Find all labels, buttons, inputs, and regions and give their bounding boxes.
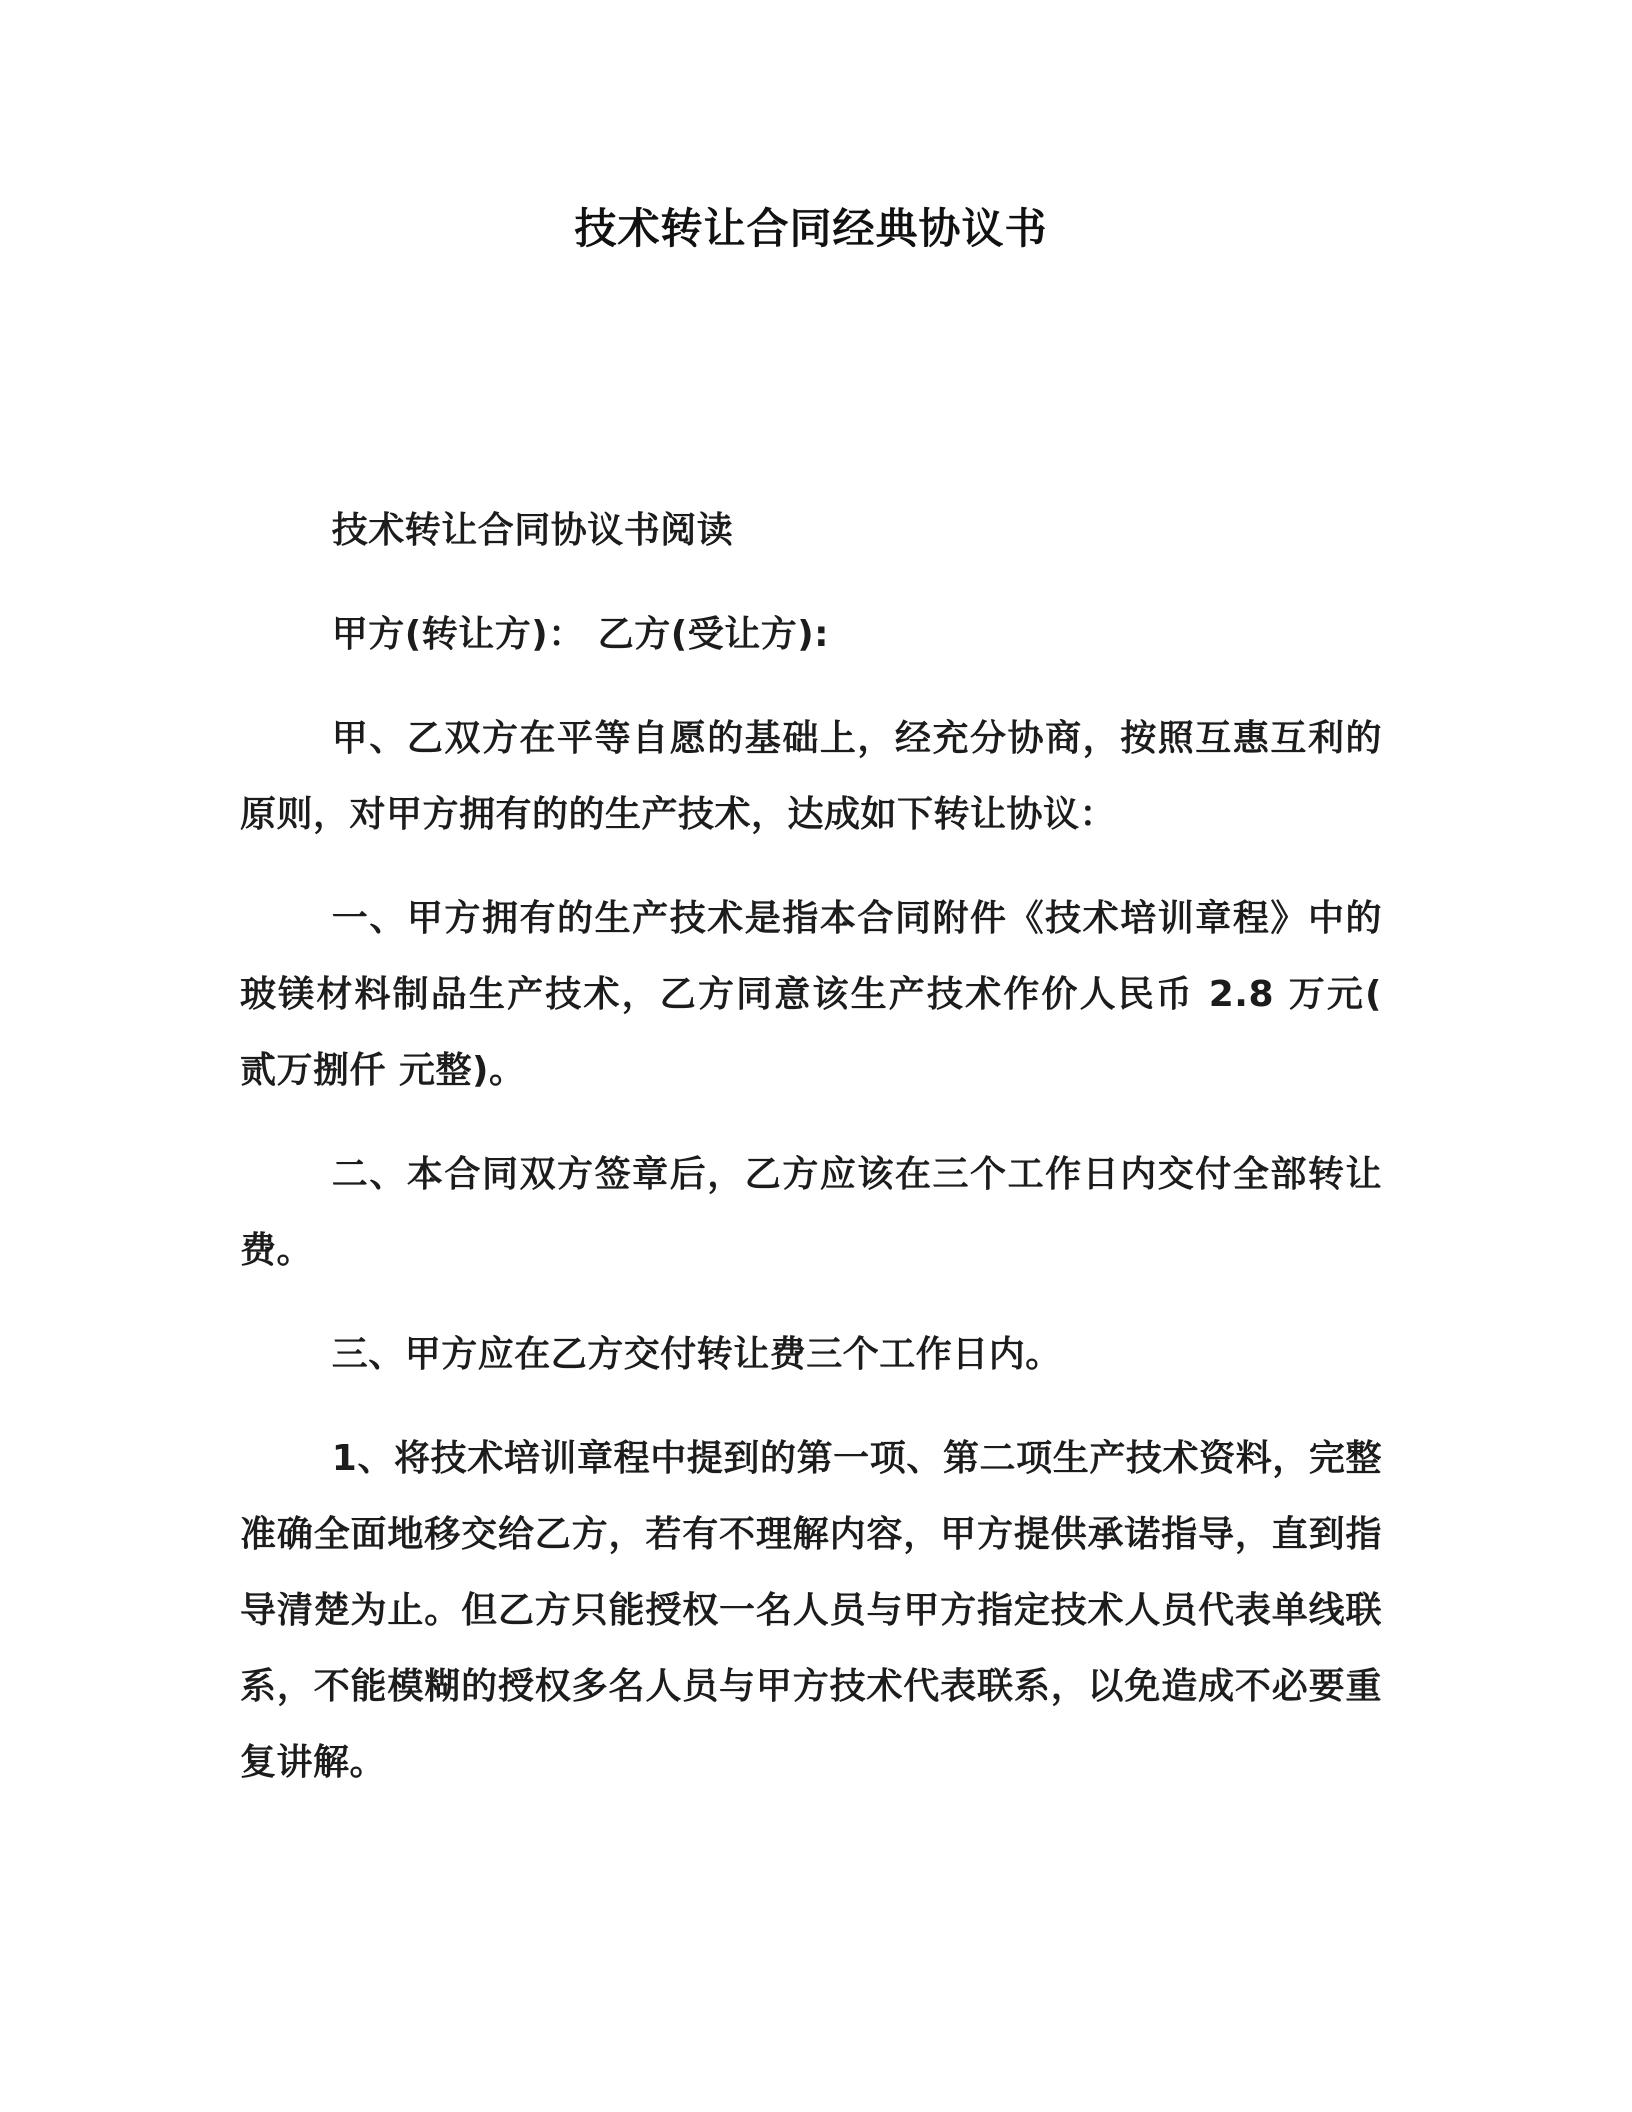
paragraph-clause-3-item-1: 1、将技术培训章程中提到的第一项、第二项生产技术资料，完整准确全面地移交给乙方，若有不理解内容，甲方提供承诺指导，直到指导清楚为止。但乙方只能授权一名人员与甲方指定技术人员代表单线联系，不能模糊的授权多名人员与甲方技术代表联系，以免造成不必要重复讲解。 (240, 1438, 1382, 1783)
paragraph-clause-1: 一、甲方拥有的生产技术是指本合同附件《技术培训章程》中的玻镁材料制品生产技术，乙方同意该生产技术作价人民币 2.8 万元( 贰万捌仟 元整)。 (240, 898, 1382, 1091)
paragraph-reading-note: 技术转让合同协议书阅读 (331, 510, 734, 551)
paragraph-parties: 甲方(转让方)： 乙方(受让方): (331, 614, 830, 655)
document-title: 技术转让合同经典协议书 (574, 204, 1048, 253)
paragraph-preamble: 甲、乙双方在平等自愿的基础上，经充分协商，按照互惠互利的原则，对甲方拥有的的生产技术，达成如下转让协议： (240, 718, 1382, 835)
paragraph-clause-3: 三、甲方应在乙方交付转让费三个工作日内。 (331, 1334, 1062, 1375)
document-body (240, 493, 1382, 1801)
paragraph-clause-2: 二、本合同双方签章后，乙方应该在三个工作日内交付全部转让费。 (240, 1154, 1382, 1271)
